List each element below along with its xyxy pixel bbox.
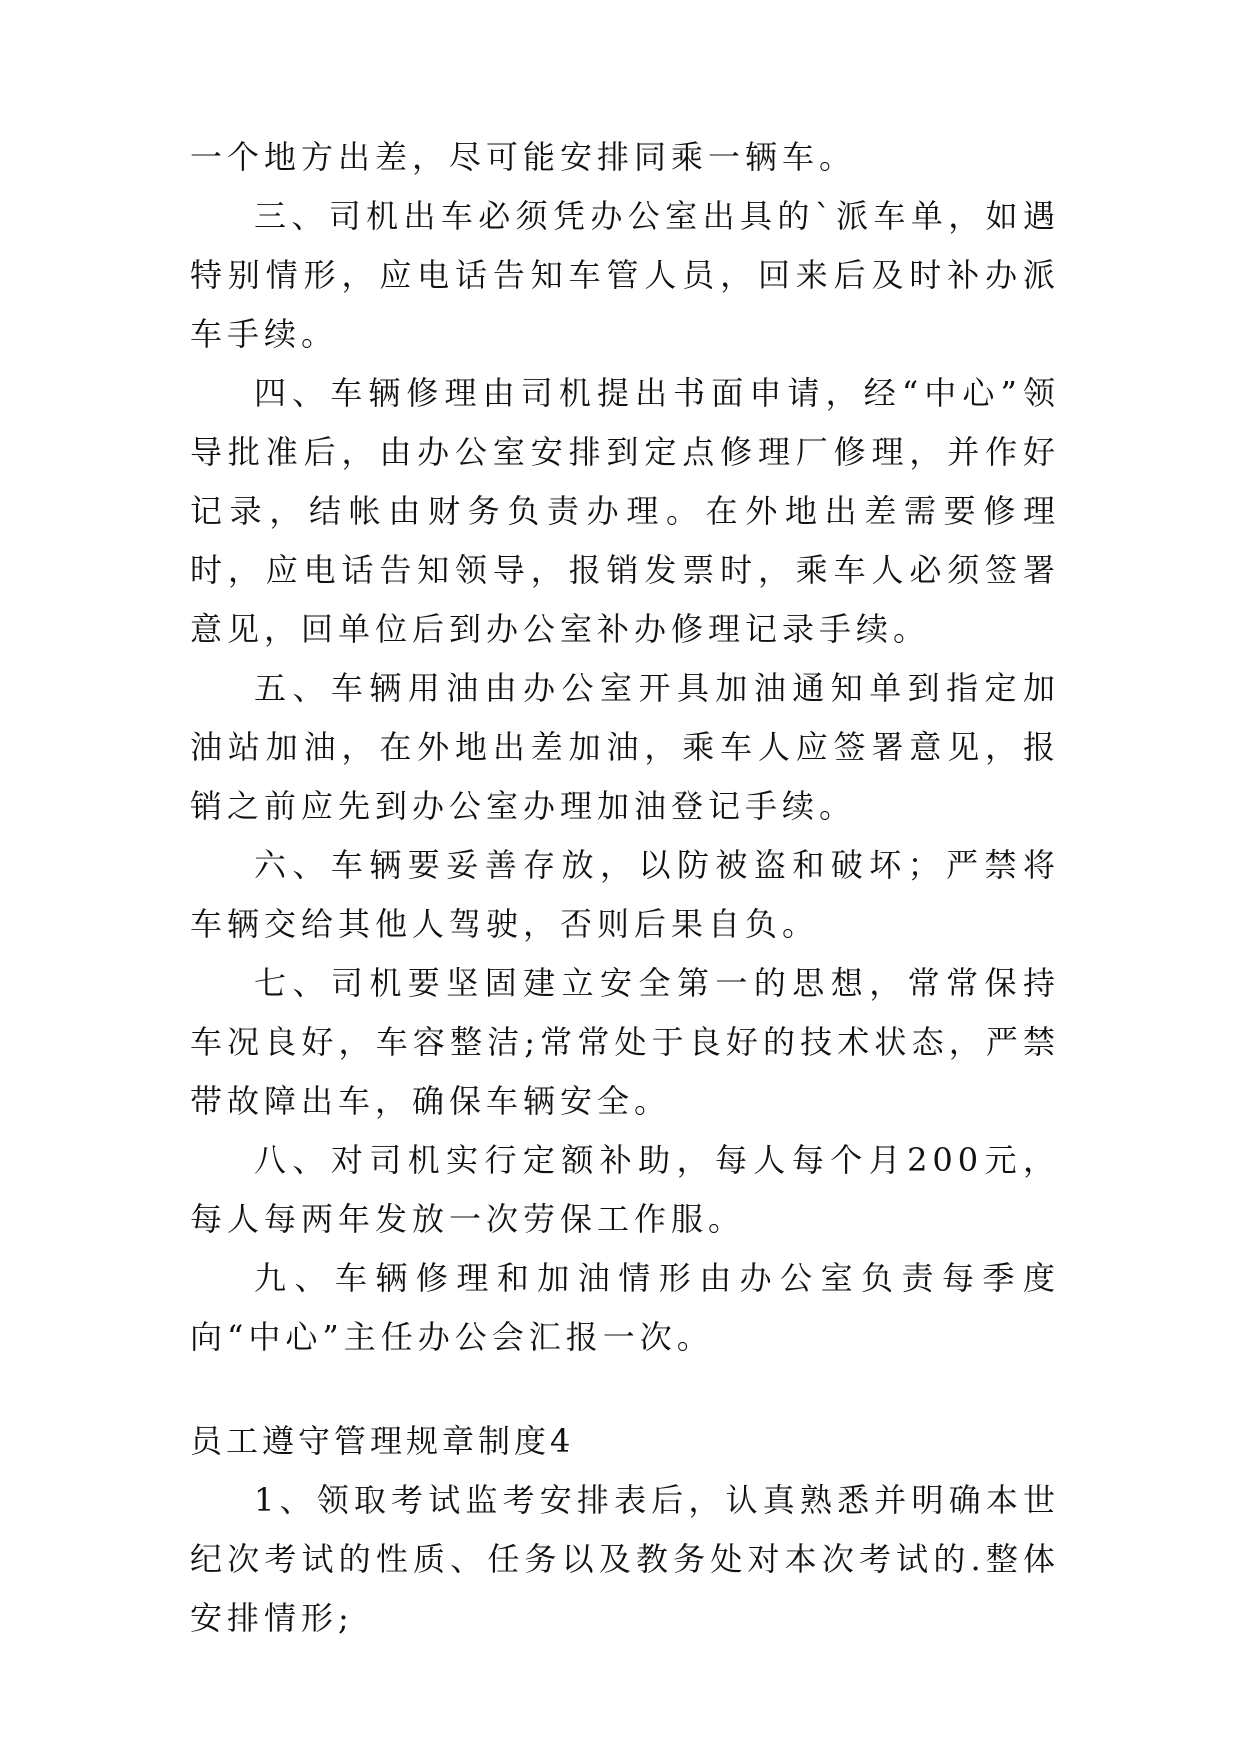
paragraph-rule-6: 六、车辆要妥善存放，以防被盗和破坏；严禁将车辆交给其他人驾驶，否则后果自负。 (190, 846, 1060, 943)
paragraph-rule-7: 七、司机要坚固建立安全第一的思想，常常保持车况良好，车容整洁;常常处于良好的技术状态，严禁带故障出车，确保车辆安全。 (190, 964, 1060, 1120)
section-paragraph-1: 1、领取考试监考安排表后，认真熟悉并明确本世纪次考试的性质、任务以及教务处对本次考试的.整体安排情形; (190, 1481, 1060, 1637)
paragraph-rule-8: 八、对司机实行定额补助，每人每个月200元，每人每两年发放一次劳保工作服。 (190, 1141, 1060, 1238)
paragraph-continuation: 一个地方出差，尽可能安排同乘一辆车。 (190, 138, 857, 176)
paragraph-rule-4: 四、车辆修理由司机提出书面申请，经“中心”领导批准后，由办公室安排到定点修理厂修理，并作好记录，结帐由财务负责办理。在外地出差需要修理时，应电话告知领导，报销发票时，乘车人必须签署意见，回单位后到办公室补办修理记录手续。 (190, 374, 1060, 648)
paragraph-rule-5: 五、车辆用油由办公室开具加油通知单到指定加油站加油，在外地出差加油，乘车人应签署意见，报销之前应先到办公室办理加油登记手续。 (190, 669, 1060, 825)
section-heading: 员工遵守管理规章制度4 (190, 1422, 575, 1460)
paragraph-rule-9: 九、车辆修理和加油情形由办公室负责每季度向“中心”主任办公会汇报一次。 (190, 1259, 1060, 1356)
document-page (190, 128, 1060, 1648)
paragraph-rule-3: 三、司机出车必须凭办公室出具的`派车单，如遇特别情形，应电话告知车管人员，回来后及时补办派车手续。 (190, 197, 1060, 353)
